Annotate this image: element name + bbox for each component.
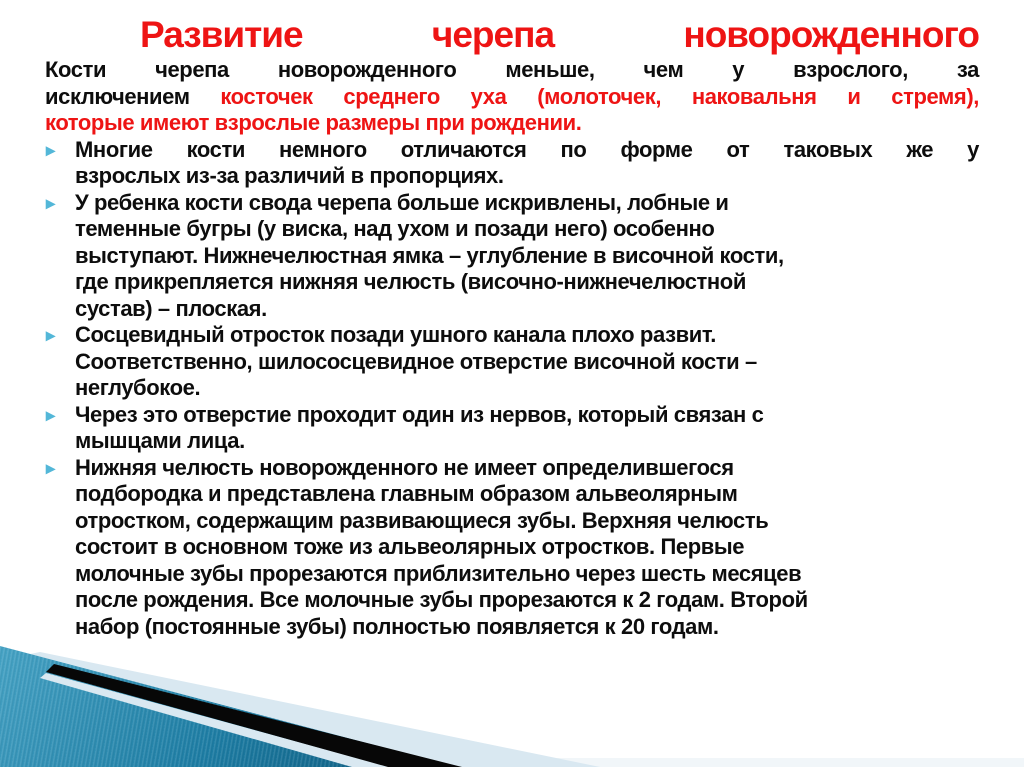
bullet-line: взрослых из-за различий в пропорциях.	[75, 163, 504, 188]
bullet-line: Через это отверстие проходит один из нервов, который связан с	[75, 401, 764, 427]
intro-line	[45, 84, 979, 111]
bullet-line: набор (постоянные зубы) полностью появляется к 20 годам.	[75, 613, 719, 639]
bullet-line: сустав) – плоская.	[75, 295, 267, 321]
bullet-text	[75, 137, 979, 190]
bullet-item	[45, 190, 979, 323]
bullet-line: подбородка и представлена главным образом альвеолярным	[75, 481, 738, 506]
bullet-line: молочные зубы прорезаются приблизительно через шесть месяцев	[75, 560, 802, 586]
bullet-line: Нижняя челюсть новорожденного не имеет определившегося	[75, 454, 734, 480]
bottom-edge-strip	[552, 758, 1024, 767]
intro-text: исключением	[45, 83, 221, 109]
bullet-text	[75, 190, 979, 323]
bullet-text	[75, 322, 979, 402]
bullet-text	[75, 402, 979, 455]
bullet-line: У ребенка кости свода черепа больше искривлены, лобные и	[75, 189, 729, 215]
bullet-arrow-icon: ▸	[46, 404, 55, 425]
bullet-line: выступают. Нижнечелюстная ямка – углубление в височной кости,	[75, 242, 784, 268]
bullet-line: отростком, содержащим развивающиеся зубы. Верхняя челюсть	[75, 507, 769, 533]
bullet-arrow-icon: ▸	[46, 457, 55, 478]
pale-sliver	[0, 646, 460, 767]
bullets-list	[45, 137, 979, 641]
black-diagonal-stripe	[0, 646, 470, 767]
bullet-line: состоит в основном тоже из альвеолярных отростков. Первые	[75, 534, 745, 559]
bullet-item	[45, 137, 979, 190]
bullet-line: Многие кости немного отличаются по форме от таковых же у	[75, 136, 979, 162]
intro-line	[45, 57, 979, 84]
bullet-arrow-icon: ▸	[46, 325, 55, 345]
pale-blue-triangle	[0, 652, 600, 767]
teal-gradient-triangle	[0, 646, 460, 767]
bullet-item	[45, 322, 979, 402]
bullet-line: Сосцевидный отросток позади ушного канала плохо развит.	[75, 322, 717, 347]
bullet-line: неглубокое.	[75, 375, 201, 400]
bullet-text	[75, 455, 979, 641]
intro-paragraph	[45, 57, 979, 137]
bullet-item	[45, 455, 979, 641]
bullet-item	[45, 402, 979, 455]
intro-highlight-text: которые имеют взрослые размеры при рождении.	[45, 110, 582, 135]
bullet-arrow-icon: ▸	[46, 139, 55, 160]
slide-content	[45, 13, 979, 640]
bullet-arrow-icon: ▸	[46, 192, 55, 213]
bullet-line: теменные бугры (у виска, над ухом и позади него) особенно	[75, 216, 715, 241]
intro-highlight-text: косточек среднего уха (молоточек, наковальня и стремя),	[220, 83, 979, 109]
bullet-line: где прикрепляется нижняя челюсть (височно-нижнечелюстной	[75, 269, 746, 294]
bullet-line: после рождения. Все молочные зубы прорезаются к 2 годам. Второй	[75, 587, 808, 612]
intro-line	[45, 110, 979, 137]
corner-decoration	[0, 646, 1024, 767]
slide-title: Развитие черепа новорожденного	[140, 14, 979, 55]
bullet-line: мышцами лица.	[75, 428, 245, 453]
bullet-line: Соответственно, шилососцевидное отверстие височной кости –	[75, 348, 757, 374]
intro-text: Кости черепа новорожденного меньше, чем у взрослого, за	[45, 57, 979, 82]
